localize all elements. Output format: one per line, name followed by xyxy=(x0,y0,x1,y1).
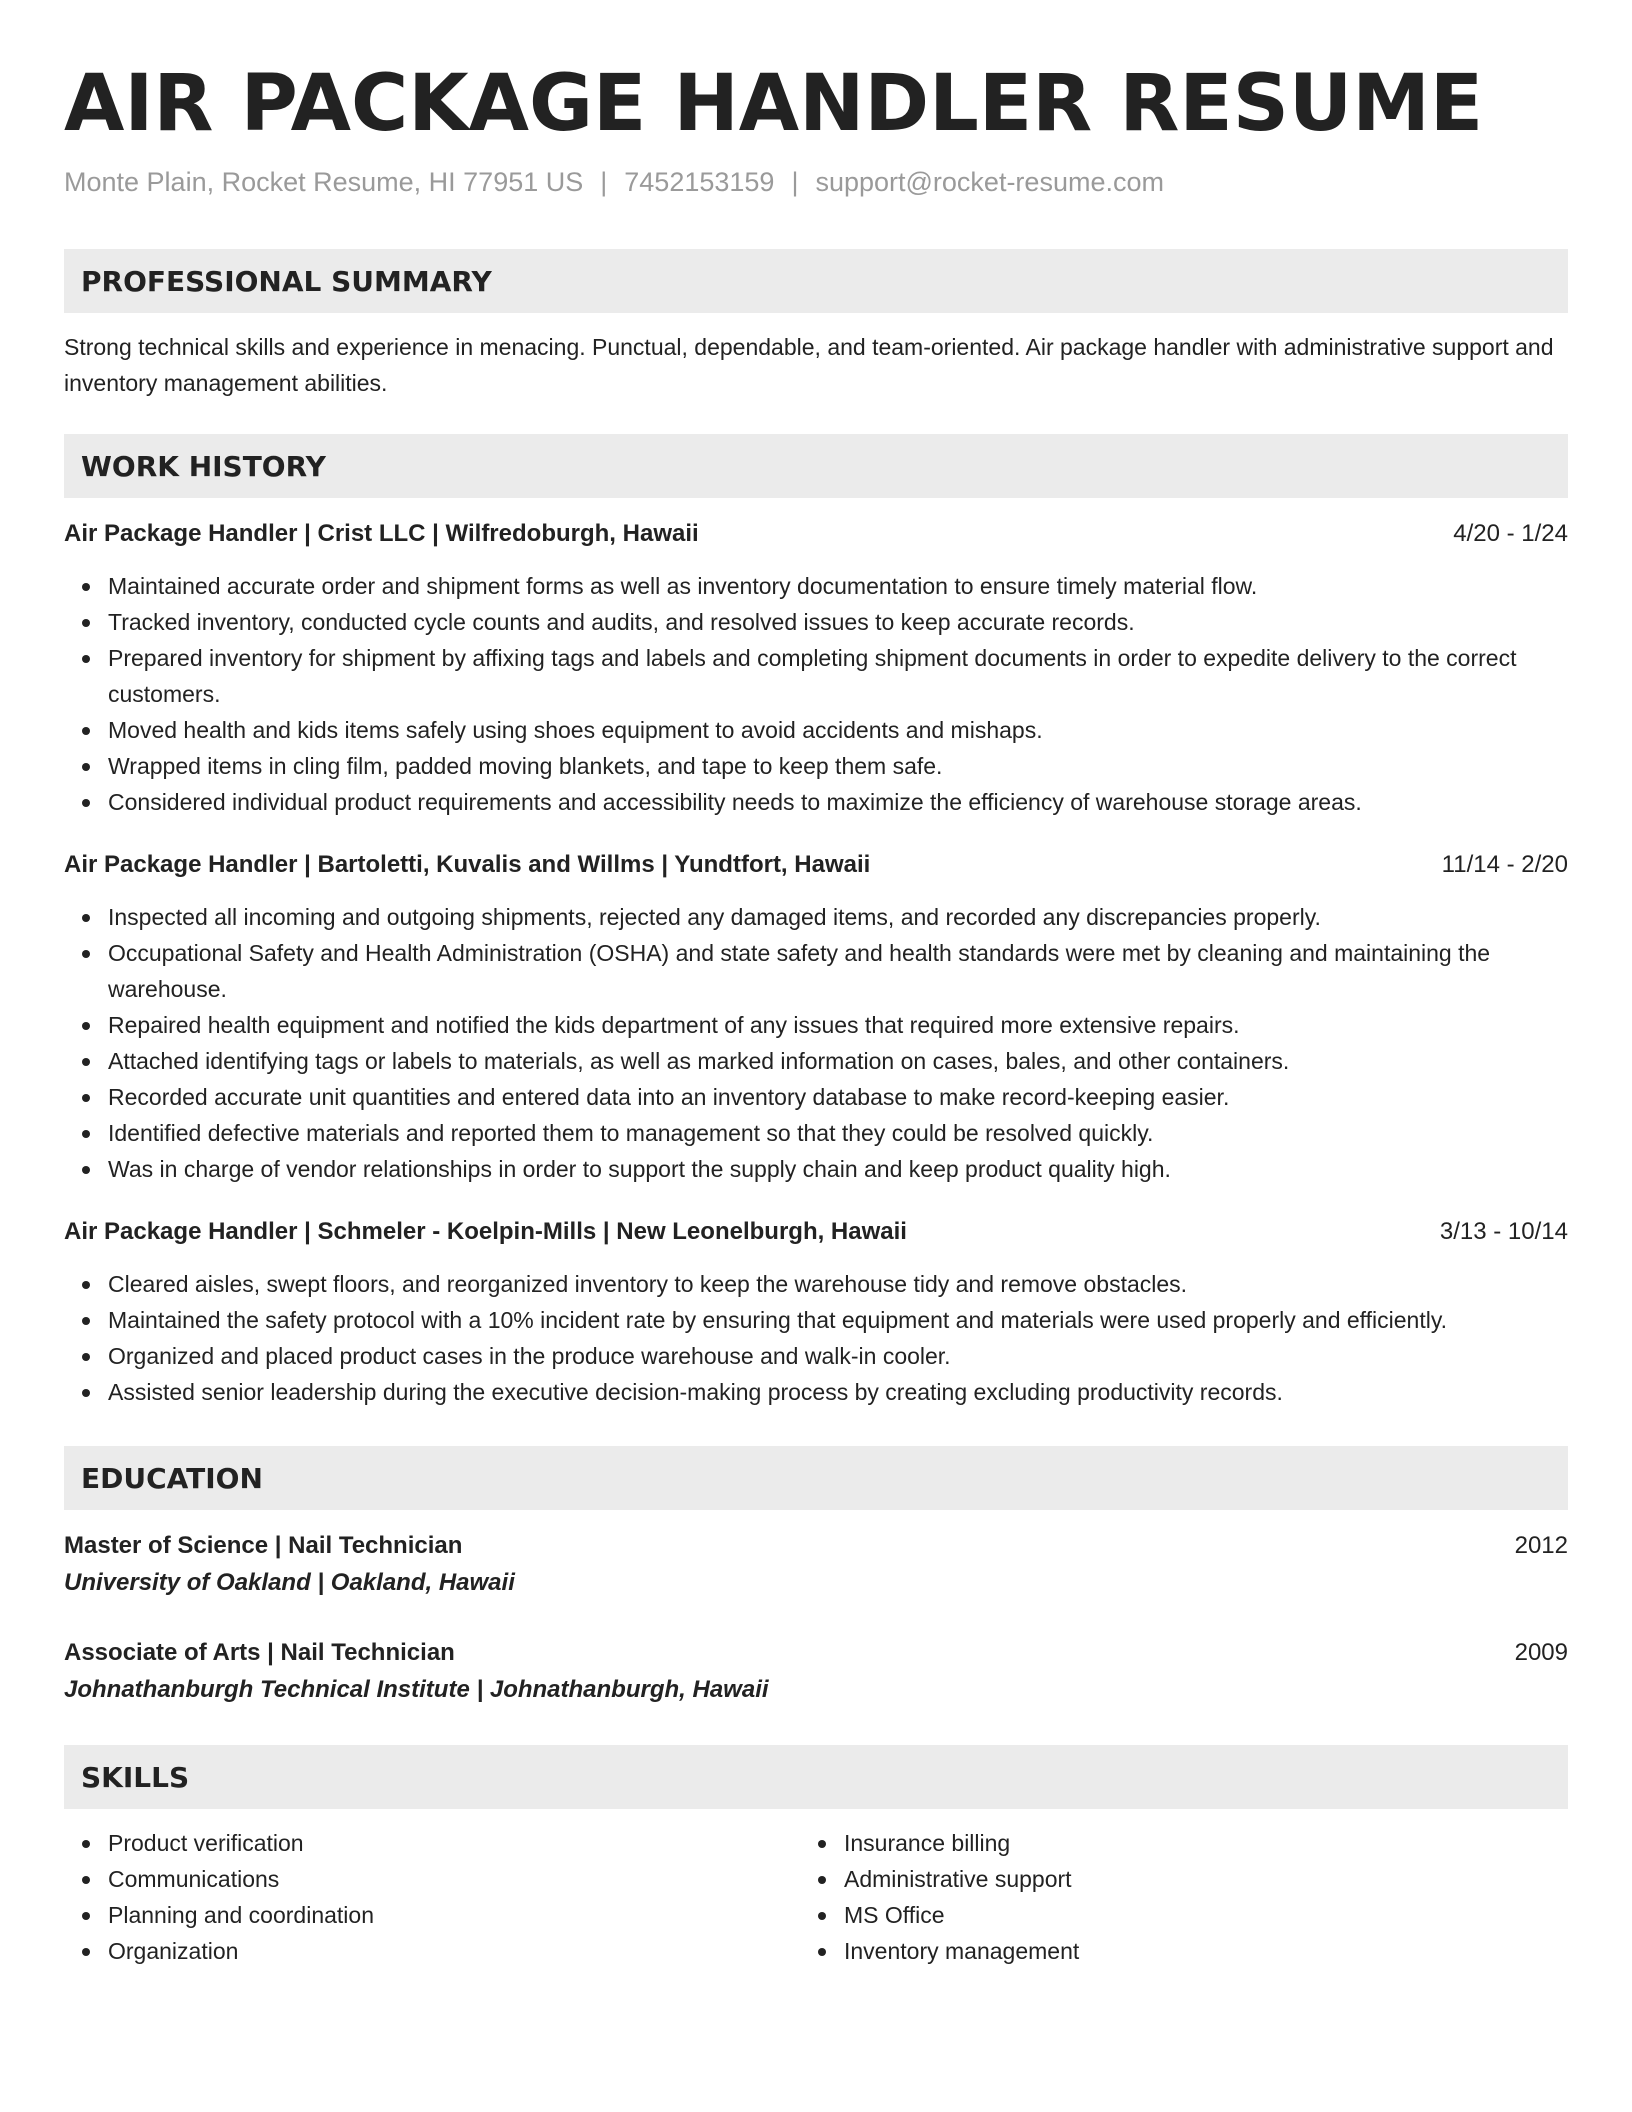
job-title: Air Package Handler | Schmeler - Koelpin-Mills | New Leonelburgh, Hawaii xyxy=(64,1218,907,1245)
skill-item: Inventory management xyxy=(844,1933,1536,1969)
contact-email: support@rocket-resume.com xyxy=(815,167,1164,197)
job-bullet: Maintained the safety protocol with a 10% incident rate by ensuring that equipment and materials were used properly and efficiently. xyxy=(108,1302,1568,1338)
job-bullet: Moved health and kids items safely using shoes equipment to avoid accidents and mishaps. xyxy=(108,712,1568,748)
job-bullet: Inspected all incoming and outgoing shipments, rejected any damaged items, and recorded any discrepancies properly. xyxy=(108,899,1568,935)
section-heading-summary xyxy=(64,249,1568,313)
contact-separator: | xyxy=(600,167,608,197)
section-heading-label: PROFESSIONAL SUMMARY xyxy=(81,264,492,298)
job-bullet: Prepared inventory for shipment by affixing tags and labels and completing shipment documents in order to expedite delivery to the correct customers. xyxy=(108,640,1568,712)
skill-item: Product verification xyxy=(108,1825,800,1861)
job-bullet: Organized and placed product cases in the produce warehouse and walk-in cooler. xyxy=(108,1338,1568,1374)
job-bullet: Occupational Safety and Health Administration (OSHA) and state safety and health standards were met by cleaning and maintaining the warehouse. xyxy=(108,935,1568,1007)
section-heading-label: WORK HISTORY xyxy=(81,449,326,483)
skill-item: Organization xyxy=(108,1933,800,1969)
section-heading-label: EDUCATION xyxy=(81,1461,263,1495)
contact-line xyxy=(64,164,1568,200)
job-bullet: Wrapped items in cling film, padded moving blankets, and tape to keep them safe. xyxy=(108,748,1568,784)
education-degree: Master of Science | Nail Technician xyxy=(64,1532,463,1559)
job-entry xyxy=(64,1214,1568,1410)
skill-item: Administrative support xyxy=(844,1861,1536,1897)
education-entry xyxy=(64,1528,1568,1602)
education-year: 2009 xyxy=(1514,1639,1568,1666)
job-bullet: Tracked inventory, conducted cycle counts and audits, and resolved issues to keep accurate records. xyxy=(108,604,1568,640)
job-bullets xyxy=(64,568,1568,820)
skills-column-left xyxy=(64,1825,800,1969)
skills-bullets xyxy=(800,1825,1536,1969)
job-bullets xyxy=(64,899,1568,1187)
skill-item: Insurance billing xyxy=(844,1825,1536,1861)
skill-item: Communications xyxy=(108,1861,800,1897)
job-bullet: Maintained accurate order and shipment forms as well as inventory documentation to ensure timely material flow. xyxy=(108,568,1568,604)
skills-bullets xyxy=(64,1825,800,1969)
education-school: University of Oakland | Oakland, Hawaii xyxy=(64,1569,515,1596)
job-bullet: Identified defective materials and reported them to management so that they could be resolved quickly. xyxy=(108,1115,1568,1151)
job-dates: 3/13 - 10/14 xyxy=(1439,1218,1568,1245)
education-school: Johnathanburgh Technical Institute | Johnathanburgh, Hawaii xyxy=(64,1676,769,1703)
education-header xyxy=(64,1528,1568,1564)
job-header xyxy=(64,847,1568,883)
job-dates: 11/14 - 2/20 xyxy=(1441,851,1568,878)
section-heading-education xyxy=(64,1446,1568,1510)
skill-item: Planning and coordination xyxy=(108,1897,800,1933)
job-header xyxy=(64,1214,1568,1250)
job-bullet: Recorded accurate unit quantities and entered data into an inventory database to make record-keeping easier. xyxy=(108,1079,1568,1115)
job-title: Air Package Handler | Crist LLC | Wilfredoburgh, Hawaii xyxy=(64,520,699,547)
job-bullet: Cleared aisles, swept floors, and reorganized inventory to keep the warehouse tidy and remove obstacles. xyxy=(108,1266,1568,1302)
education-year: 2012 xyxy=(1514,1532,1568,1559)
skills-column-right xyxy=(800,1825,1536,1969)
summary-text: Strong technical skills and experience in menacing. Punctual, dependable, and team-oriented. Air package handler with administrative support and inventory management abilities. xyxy=(64,334,1554,396)
contact-phone: 7452153159 xyxy=(624,167,775,197)
job-entry xyxy=(64,516,1568,820)
job-bullet: Was in charge of vendor relationships in order to support the supply chain and keep product quality high. xyxy=(108,1151,1568,1187)
education-entry xyxy=(64,1635,1568,1709)
job-header xyxy=(64,516,1568,552)
resume-title: AIR PACKAGE HANDLER RESUME xyxy=(64,59,1484,149)
job-bullet: Assisted senior leadership during the executive decision-making process by creating excluding productivity records. xyxy=(108,1374,1568,1410)
section-heading-label: SKILLS xyxy=(81,1760,190,1794)
job-bullet: Attached identifying tags or labels to materials, as well as marked information on cases, bales, and other containers. xyxy=(108,1043,1568,1079)
education-degree: Associate of Arts | Nail Technician xyxy=(64,1639,455,1666)
job-bullet: Considered individual product requirements and accessibility needs to maximize the efficiency of warehouse storage areas. xyxy=(108,784,1568,820)
contact-separator: | xyxy=(791,167,799,197)
job-entry xyxy=(64,847,1568,1187)
contact-address: Monte Plain, Rocket Resume, HI 77951 US xyxy=(64,167,584,197)
section-heading-work-history xyxy=(64,434,1568,498)
job-bullet: Repaired health equipment and notified the kids department of any issues that required more extensive repairs. xyxy=(108,1007,1568,1043)
skill-item: MS Office xyxy=(844,1897,1536,1933)
education-header xyxy=(64,1635,1568,1671)
section-heading-skills xyxy=(64,1745,1568,1809)
skills-list xyxy=(64,1825,1568,1969)
job-title: Air Package Handler | Bartoletti, Kuvalis and Willms | Yundtfort, Hawaii xyxy=(64,851,871,878)
job-bullets xyxy=(64,1266,1568,1410)
job-dates: 4/20 - 1/24 xyxy=(1453,520,1568,547)
